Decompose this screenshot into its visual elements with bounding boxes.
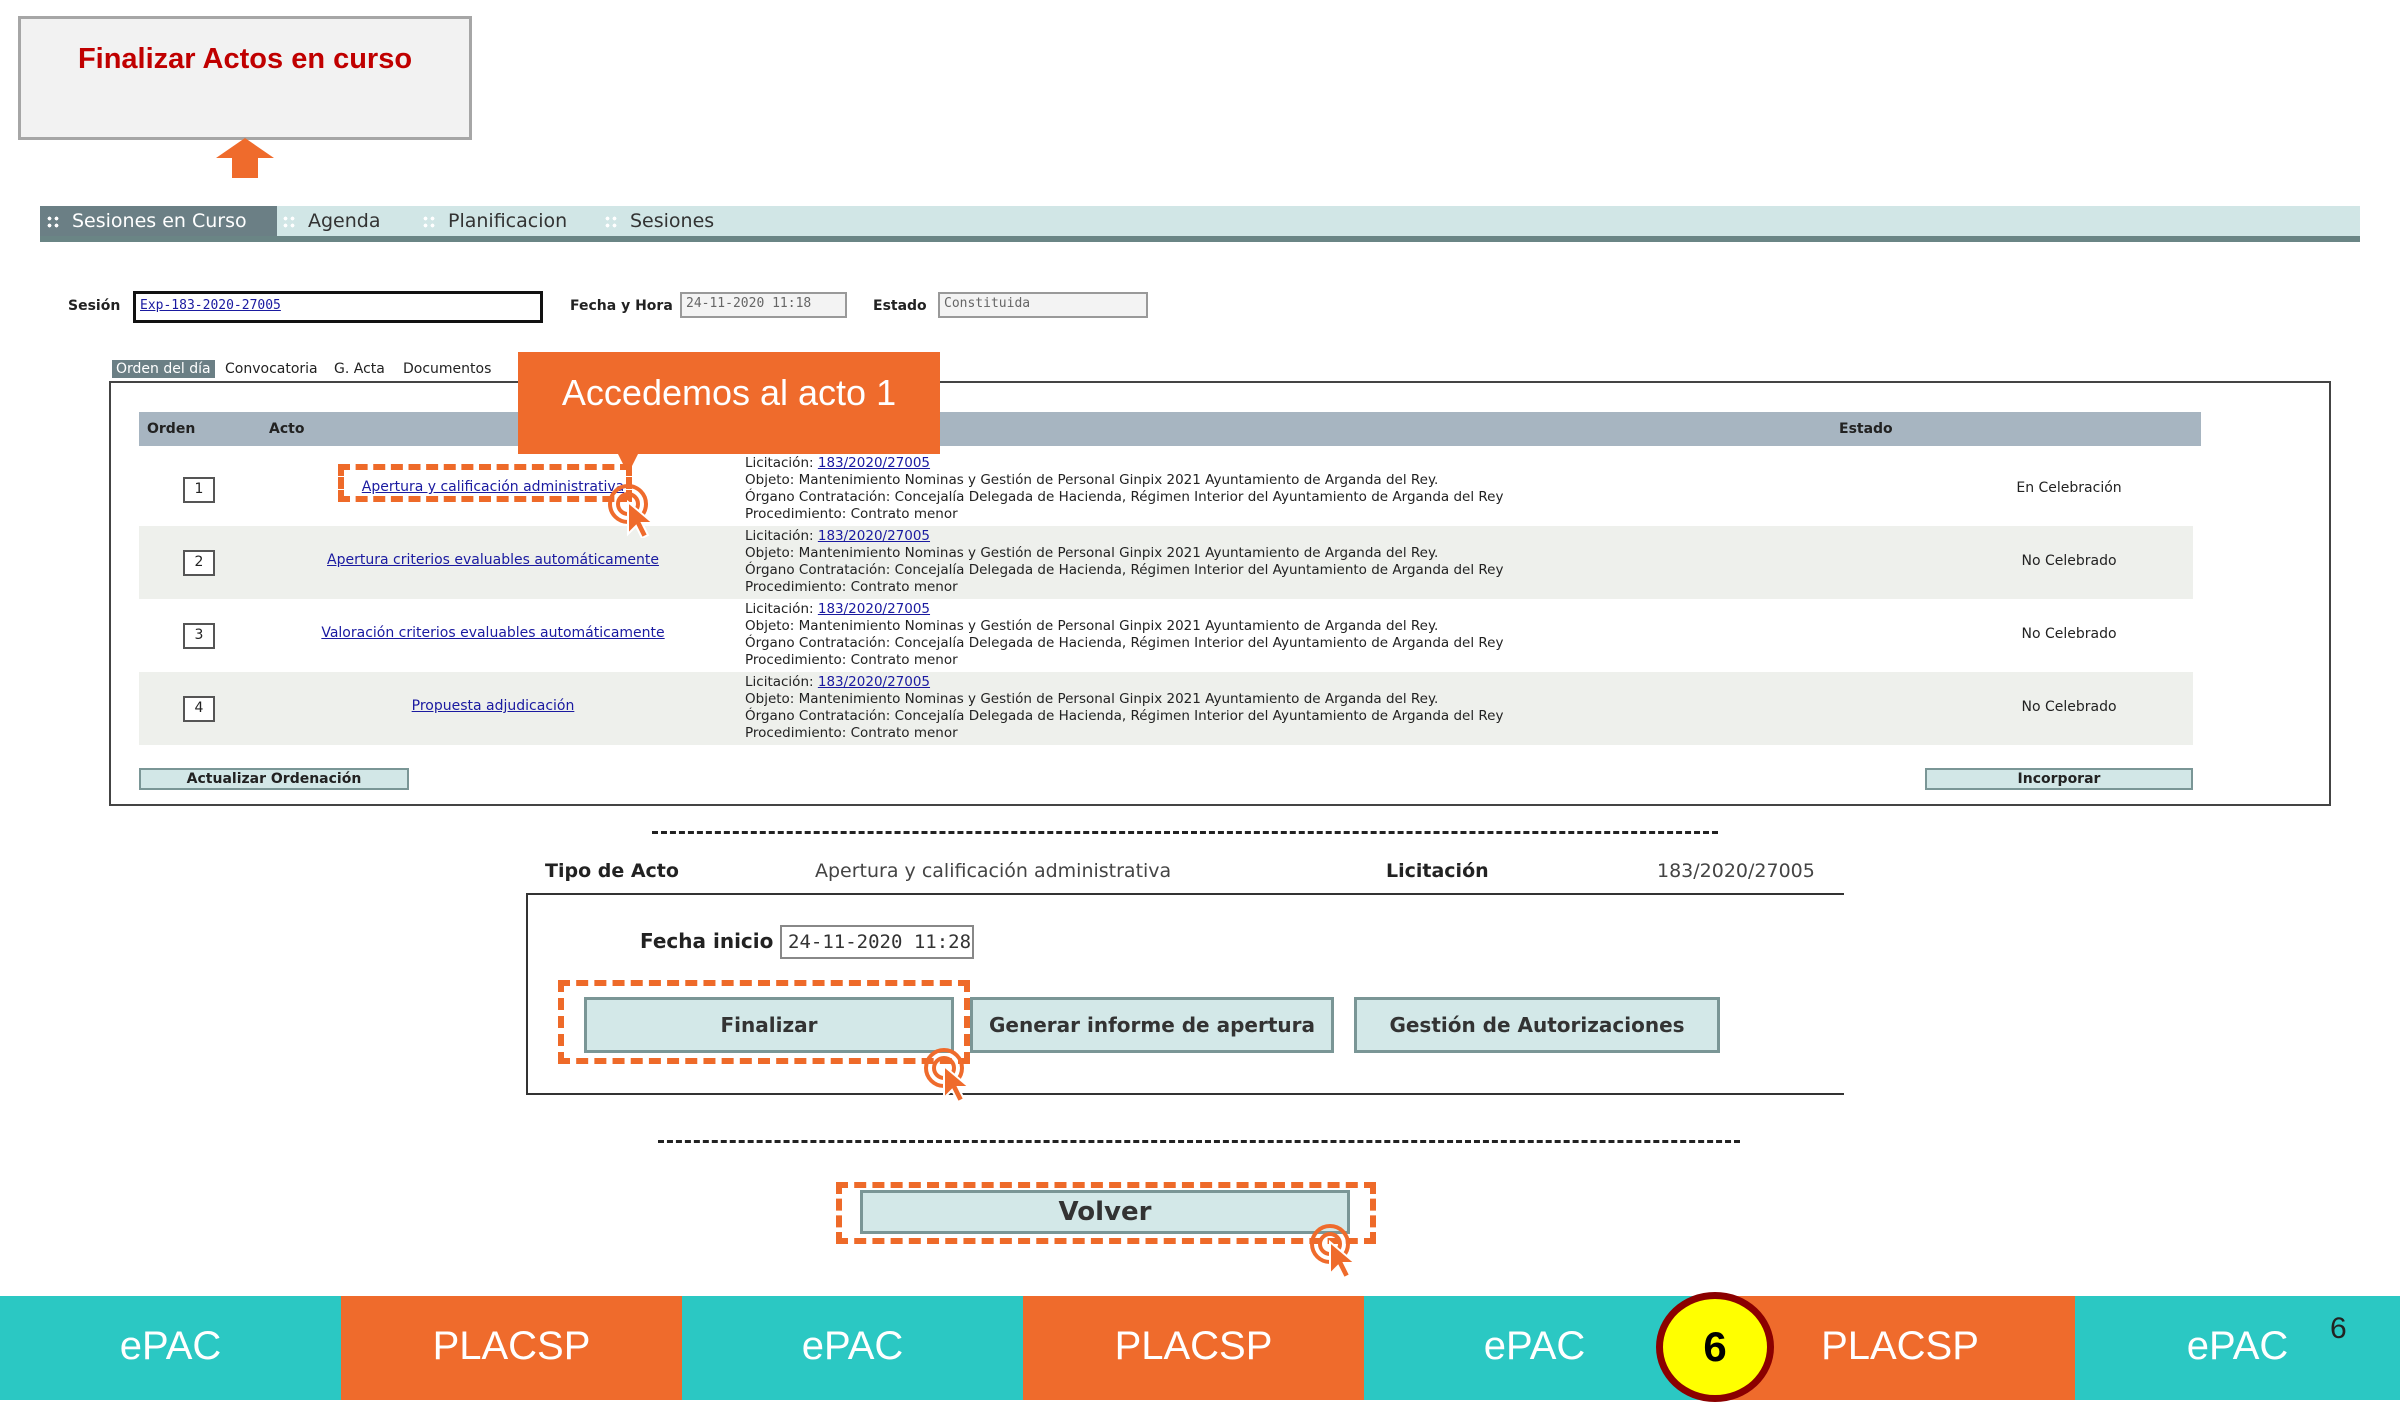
grid-icon (46, 215, 60, 229)
footer-tab-epac: ePAC (2075, 1296, 2400, 1400)
objeto-text: Objeto: Mantenimiento Nominas y Gestión de Personal Ginpix 2021 Ayuntamiento de Arganda del Rey. (745, 691, 1439, 707)
slide-title: Finalizar Actos en curso (77, 43, 413, 75)
orden-input[interactable]: 2 (183, 550, 215, 576)
footer-tab-placsp: PLACSP (1705, 1296, 2075, 1400)
procedimiento-text: Procedimiento: Contrato menor (745, 725, 958, 741)
separator (658, 1140, 1740, 1143)
footer-tab-epac: ePAC (0, 1296, 341, 1400)
fecha-inicio-label: Fecha inicio (640, 929, 774, 953)
grid-icon (282, 215, 296, 229)
acto-link[interactable]: Apertura criterios evaluables automáticamente (327, 552, 659, 568)
licitacion-link[interactable]: 183/2020/27005 (817, 528, 931, 544)
objeto-text: Objeto: Mantenimiento Nominas y Gestión de Personal Ginpix 2021 Ayuntamiento de Arganda del Rey. (745, 618, 1439, 634)
acto-detail (745, 674, 1503, 742)
licitacion-link[interactable]: 183/2020/27005 (817, 601, 931, 617)
table-row (139, 672, 2193, 745)
separator (652, 831, 1718, 834)
nav-bar (40, 206, 2360, 242)
sesion-field[interactable] (133, 291, 543, 323)
procedimiento-text: Procedimiento: Contrato menor (745, 579, 958, 595)
acto-detail (745, 528, 1503, 596)
licitacion-label: Licitación: (745, 674, 814, 690)
sesion-label: Sesión (68, 298, 121, 314)
orden-input[interactable]: 3 (183, 623, 215, 649)
callout-text: Accedemos al acto 1 (561, 372, 897, 413)
click-cursor-icon (922, 1046, 974, 1102)
page-number: 6 (2330, 1312, 2347, 1345)
estado-field: Constituida (938, 292, 1148, 318)
objeto-text: Objeto: Mantenimiento Nominas y Gestión de Personal Ginpix 2021 Ayuntamiento de Arganda del Rey. (745, 472, 1439, 488)
subtab-convocatoria[interactable]: Convocatoria (225, 361, 318, 377)
subtab-documentos[interactable]: Documentos (403, 361, 492, 377)
fecha-hora-label: Fecha y Hora (570, 298, 673, 314)
objeto-text: Objeto: Mantenimiento Nominas y Gestión de Personal Ginpix 2021 Ayuntamiento de Arganda del Rey. (745, 545, 1439, 561)
footer-tab-epac: ePAC (682, 1296, 1023, 1400)
nav-tab-sesiones[interactable] (604, 206, 714, 236)
grid-icon (422, 215, 436, 229)
licitacion-link[interactable]: 183/2020/27005 (817, 674, 931, 690)
table-row (139, 526, 2193, 599)
fecha-inicio-field: 24-11-2020 11:28 (780, 925, 974, 959)
finalizar-button[interactable]: Finalizar (584, 997, 954, 1053)
tipo-acto-label: Tipo de Acto (545, 860, 679, 882)
estado-cell: No Celebrado (2021, 553, 2117, 569)
highlight-finalizar (558, 980, 970, 1064)
grid-icon (604, 215, 618, 229)
acto-link[interactable]: Apertura y calificación administrativa (361, 479, 625, 495)
highlight-acto-1 (338, 464, 632, 502)
generar-informe-button[interactable]: Generar informe de apertura (970, 997, 1334, 1053)
organo-text: Órgano Contratación: Concejalía Delegada de Hacienda, Régimen Interior del Ayuntamiento de Arganda del Rey (745, 708, 1504, 724)
nav-tab-label: Planificacion (448, 210, 568, 232)
acts-panel (109, 381, 2331, 806)
fecha-hora-field: 24-11-2020 11:18 (680, 292, 847, 318)
step-badge: 6 (1656, 1292, 1774, 1402)
estado-cell: No Celebrado (2021, 699, 2117, 715)
table-row (139, 599, 2193, 672)
click-cursor-icon (606, 482, 658, 538)
licitacion-label: Licitación: (745, 601, 814, 617)
licitacion-label: Licitación (1386, 860, 1489, 882)
licitacion-link[interactable]: 183/2020/27005 (817, 455, 931, 471)
footer-tab-epac: ePAC (1364, 1296, 1705, 1400)
subtab-orden-del-dia[interactable]: Orden del día (112, 360, 215, 378)
procedimiento-text: Procedimiento: Contrato menor (745, 652, 958, 668)
footer-tab-placsp: PLACSP (341, 1296, 682, 1400)
acto-detail (745, 601, 1503, 669)
slide-title-box (18, 16, 472, 140)
nav-tab-sesiones-en-curso[interactable] (40, 206, 277, 236)
gestion-autorizaciones-button[interactable]: Gestión de Autorizaciones (1354, 997, 1720, 1053)
footer-tab-placsp: PLACSP (1023, 1296, 1364, 1400)
acto-link[interactable]: Valoración criterios evaluables automáticamente (321, 625, 665, 641)
nav-tab-label: Sesiones (630, 210, 715, 232)
incorporar-button[interactable]: Incorporar (1925, 768, 2193, 790)
licitacion-value: 183/2020/27005 (1657, 860, 1815, 882)
acto-link[interactable]: Propuesta adjudicación (411, 698, 575, 714)
subtab-g-acta[interactable]: G. Acta (334, 361, 385, 377)
organo-text: Órgano Contratación: Concejalía Delegada de Hacienda, Régimen Interior del Ayuntamiento de Arganda del Rey (745, 562, 1504, 578)
estado-label: Estado (873, 298, 927, 314)
orden-input[interactable]: 1 (183, 477, 215, 503)
col-header-orden: Orden (139, 412, 270, 446)
click-cursor-icon (1308, 1222, 1360, 1278)
col-header-acto: Acto (261, 412, 1850, 446)
sesion-link[interactable]: Exp-183-2020-27005 (140, 298, 281, 313)
nav-tab-label: Sesiones en Curso (72, 210, 247, 232)
tipo-acto-value: Apertura y calificación administrativa (815, 860, 1172, 882)
nav-tab-agenda[interactable] (282, 206, 381, 236)
col-header-estado: Estado (1831, 412, 2202, 446)
estado-cell: No Celebrado (2021, 626, 2117, 642)
orden-input[interactable]: 4 (183, 696, 215, 722)
up-arrow-icon (216, 138, 274, 178)
nav-tab-planificacion[interactable] (422, 206, 567, 236)
licitacion-label: Licitación: (745, 528, 814, 544)
organo-text: Órgano Contratación: Concejalía Delegada de Hacienda, Régimen Interior del Ayuntamiento de Arganda del Rey (745, 635, 1504, 651)
estado-cell: En Celebración (2016, 480, 2122, 496)
volver-button[interactable]: Volver (860, 1190, 1350, 1234)
actualizar-ordenacion-button[interactable]: Actualizar Ordenación (139, 768, 409, 790)
organo-text: Órgano Contratación: Concejalía Delegada de Hacienda, Régimen Interior del Ayuntamiento de Arganda del Rey (745, 489, 1504, 505)
nav-tab-label: Agenda (308, 210, 381, 232)
licitacion-label: Licitación: (745, 455, 814, 471)
procedimiento-text: Procedimiento: Contrato menor (745, 506, 958, 522)
